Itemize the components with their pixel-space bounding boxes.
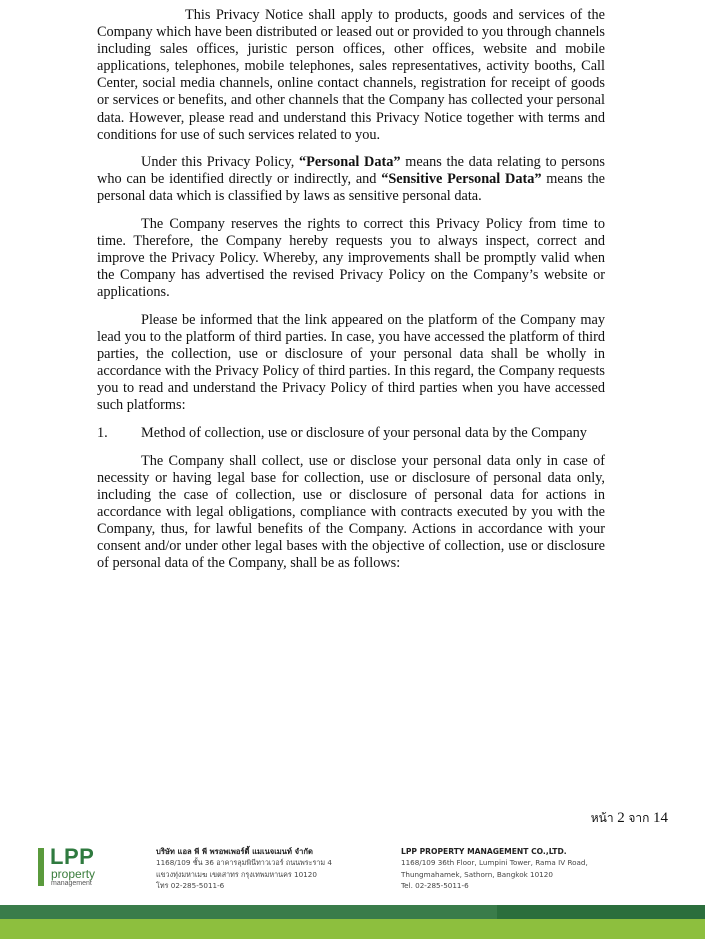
footer-band-accent [497, 905, 705, 919]
page-current: 2 [617, 810, 625, 826]
page-total: 14 [653, 810, 668, 826]
english-address-line1: 1168/109 36th Floor, Lumpini Tower, Rama IV Road, [401, 858, 588, 868]
thai-address-line3: โทร 02-285-5011-6 [156, 880, 225, 890]
english-company-name: LPP PROPERTY MANAGEMENT CO.,LTD. [401, 847, 567, 856]
thai-address-line1: 1168/109 ชั้น 36 อาคารลุมพินีทาวเวอร์ ถนนพระราม 4 [156, 858, 332, 868]
definitions-mid: means the data relating to persons who can be identified directly or indirectly, and [97, 154, 605, 188]
english-address [401, 846, 621, 891]
logo-wordmark: LPP [50, 844, 95, 869]
paragraph-rights: The Company reserves the rights to correct this Privacy Policy from time to time. Therefore, the Company hereby requests you to always inspect, correct and improve the Privacy Policy. Whereby, any improvements shall be promptly valid when the Company has advertised the revised Privacy Policy on the Company’s website or applications. [97, 216, 605, 301]
section-heading [97, 425, 605, 442]
paragraph-definitions [97, 154, 605, 205]
thai-address [156, 846, 386, 891]
thai-address-line2: แขวงทุ่งมหาเมฆ เขตสาทร กรุงเทพมหานคร 10120 [156, 869, 317, 879]
page-of-label: จาก [628, 811, 650, 825]
section-number: 1. [97, 425, 108, 442]
page-number [591, 809, 668, 828]
english-address-line2: Thungmahamek, Sathorn, Bangkok 10120 [401, 869, 553, 879]
logo-bar-icon [38, 848, 44, 886]
logo-line-property: property [51, 867, 96, 881]
logo-line-management: management [51, 880, 92, 887]
paragraph-third-party: Please be informed that the link appeared on the platform of the Company may lead you to the platform of third parties. In case, you have accessed the platform of third parties, the collection, use or disclosure of your personal data shall be wholly in accordance with the Privacy Policy of third parties. In this regard, the Company requests you to read and understand the Privacy Policy of third parties when you have accessed such platforms: [97, 312, 605, 414]
footer-color-bands [0, 905, 705, 939]
document-body [97, 7, 605, 583]
term-sensitive-personal-data: “Sensitive Personal Data” [381, 171, 542, 188]
thai-company-name: บริษัท แอล พี พี พรอพเพอร์ตี้ แมเนจเมนท์ จำกัด [156, 847, 313, 856]
page-label: หน้า [590, 811, 614, 825]
english-address-line3: Tel. 02-285-5011-6 [401, 880, 469, 890]
definitions-tail: means the personal data which is classified by laws as sensitive personal data. [97, 171, 605, 205]
footer-band-light [0, 919, 705, 939]
paragraph-collection: The Company shall collect, use or disclose your personal data only in case of necessity or having legal base for collection, use or disclosure of personal data only, including the case of collection, use or disclosure of personal data for actions in accordance with legal obligations, compliance with contracts executed by you with the Company, thus, for lawful benefits of the Company. Actions in accordance with your consent and/or under other legal bases with the objective of collection, use or disclosure of personal data of the Company, shall be as follows: [97, 452, 605, 572]
definitions-intro: Under this Privacy Policy, [141, 154, 299, 171]
section-title: Method of collection, use or disclosure of your personal data by the Company [141, 425, 587, 442]
paragraph-scope: This Privacy Notice shall apply to products, goods and services of the Company which have been distributed or leased out or provided to you through channels including sales offices, juristic person offices, other offices, website and mobile applications, telephones, mobile telephones, sales representatives, activity booths, Call Center, social media channels, online contact channels, registration for receipt of goods or services or benefits, and other channels that the Company has collected your personal data. However, please read and understand this Privacy Notice together with terms and conditions for use of such services related to you. [97, 7, 605, 143]
term-personal-data: “Personal Data” [299, 154, 401, 171]
